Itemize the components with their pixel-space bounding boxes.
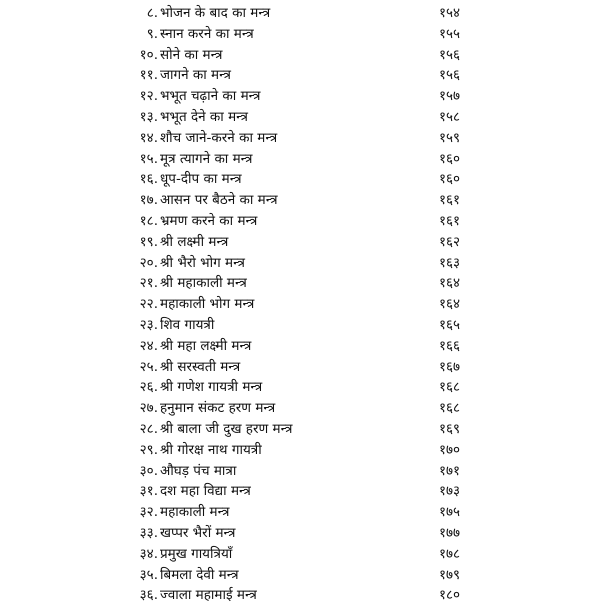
- entry-page-number: १८०: [438, 587, 460, 604]
- entry-number: ९.: [146, 25, 158, 42]
- entry-number: २८.: [139, 420, 158, 437]
- entry-number: २६.: [139, 379, 158, 396]
- entry-page-number: १६८: [438, 400, 460, 417]
- entry-number: ३१.: [139, 483, 158, 500]
- entry-page-number: १६०: [438, 150, 460, 167]
- entry-title: भोजन के बाद का मन्त्र: [160, 5, 271, 21]
- entry-page-number: १६२: [438, 233, 460, 250]
- toc-row: [0, 357, 600, 378]
- entry-title: बिमला देवी मन्त्र: [160, 566, 239, 583]
- toc-row: [0, 440, 600, 461]
- entry-number: १६.: [139, 171, 158, 188]
- toc-row: [0, 253, 600, 274]
- entry-number: ११.: [139, 67, 158, 84]
- toc-row: [0, 86, 600, 107]
- entry-number: ३३.: [139, 524, 158, 541]
- entry-number: ८.: [146, 5, 158, 21]
- entry-page-number: १६९: [438, 420, 460, 437]
- entry-title: महाकाली भोग मन्त्र: [160, 296, 255, 313]
- entry-title: प्रमुख गायत्रियाँ: [160, 545, 233, 562]
- entry-number: १५.: [139, 150, 158, 167]
- entry-page-number: १७५: [438, 504, 460, 521]
- entry-page-number: १७१: [438, 462, 460, 479]
- entry-number: १९.: [139, 233, 158, 250]
- toc-row: [0, 502, 600, 523]
- entry-title: जागने का मन्त्र: [160, 67, 231, 84]
- entry-title: भ्रमण करने का मन्त्र: [160, 212, 258, 229]
- toc-row: [0, 107, 600, 128]
- entry-title: धूप-दीप का मन्त्र: [160, 171, 242, 188]
- toc-row: [0, 585, 600, 606]
- entry-number: २७.: [139, 400, 158, 417]
- entry-title: महाकाली मन्त्र: [160, 504, 230, 521]
- entry-title: खप्पर भैरों मन्त्र: [160, 524, 236, 541]
- entry-title: श्री महा लक्ष्मी मन्त्र: [160, 337, 252, 354]
- toc-row: [0, 294, 600, 315]
- entry-number: २५.: [139, 358, 158, 375]
- toc-row: [0, 461, 600, 482]
- entry-number: १२.: [139, 88, 158, 105]
- entry-title: श्री सरस्वती मन्त्र: [160, 358, 241, 375]
- toc-row: [0, 273, 600, 294]
- toc-row: [0, 65, 600, 86]
- entry-number: १३.: [139, 108, 158, 125]
- entry-page-number: १५६: [438, 46, 460, 63]
- entry-number: ३५.: [139, 566, 158, 583]
- entry-number: २२.: [139, 296, 158, 313]
- entry-page-number: १५४: [438, 5, 460, 21]
- entry-number: १७.: [139, 192, 158, 209]
- toc-row: [0, 45, 600, 66]
- entry-title: स्नान करने का मन्त्र: [160, 25, 254, 42]
- toc-row: [0, 169, 600, 190]
- entry-page-number: १७८: [438, 545, 460, 562]
- entry-page-number: १६१: [438, 212, 460, 229]
- entry-title: शौच जाने-करने का मन्त्र: [160, 129, 278, 146]
- entry-title: शिव गायत्री: [160, 316, 215, 333]
- entry-title: दश महा विद्या मन्त्र: [160, 483, 251, 500]
- entry-number: ३४.: [139, 545, 158, 562]
- entry-page-number: १७०: [438, 441, 460, 458]
- entry-title: आसन पर बैठने का मन्त्र: [160, 192, 278, 209]
- entry-number: ३६.: [139, 587, 158, 604]
- entry-title: श्री लक्ष्मी मन्त्र: [160, 233, 229, 250]
- entry-page-number: १६७: [438, 358, 460, 375]
- entry-title: श्री महाकाली मन्त्र: [160, 275, 247, 292]
- entry-page-number: १६५: [438, 316, 460, 333]
- entry-title: श्री बाला जी दुख हरण मन्त्र: [160, 420, 293, 437]
- entry-page-number: १६६: [438, 337, 460, 354]
- entry-page-number: १५९: [438, 129, 460, 146]
- entry-page-number: १५७: [438, 88, 460, 105]
- entry-number: २१.: [139, 275, 158, 292]
- entry-page-number: १६३: [438, 254, 460, 271]
- toc-row: [0, 315, 600, 336]
- entry-page-number: १७७: [438, 524, 460, 541]
- entry-number: २४.: [139, 337, 158, 354]
- entry-title: औघड़ पंच मात्रा: [160, 462, 237, 479]
- toc-row: [0, 128, 600, 149]
- toc-row: [0, 149, 600, 170]
- entry-page-number: १५६: [438, 67, 460, 84]
- toc-row: [0, 3, 600, 24]
- entry-title: श्री भैरो भोग मन्त्र: [160, 254, 245, 271]
- toc-row: [0, 565, 600, 586]
- toc-row: [0, 232, 600, 253]
- entry-page-number: १६४: [438, 296, 460, 313]
- entry-page-number: १७९: [438, 566, 460, 583]
- entry-title: भभूत देने का मन्त्र: [160, 108, 248, 125]
- toc-row: [0, 544, 600, 565]
- toc-row: [0, 523, 600, 544]
- toc-row: [0, 377, 600, 398]
- entry-number: ३२.: [139, 504, 158, 521]
- toc-row: [0, 190, 600, 211]
- entry-title: श्री गोरक्ष नाथ गायत्री: [160, 441, 262, 458]
- entry-page-number: १५५: [438, 25, 460, 42]
- toc-row: [0, 24, 600, 45]
- entry-page-number: १७३: [438, 483, 460, 500]
- toc-row: [0, 336, 600, 357]
- entry-title: सोने का मन्त्र: [160, 46, 223, 63]
- entry-title: मूत्र त्यागने का मन्त्र: [160, 150, 253, 167]
- entry-number: २३.: [139, 316, 158, 333]
- entry-number: १४.: [139, 129, 158, 146]
- entry-page-number: १६४: [438, 275, 460, 292]
- entry-page-number: १५८: [438, 108, 460, 125]
- entry-number: १०.: [139, 46, 158, 63]
- entry-page-number: १६१: [438, 192, 460, 209]
- toc-row: [0, 211, 600, 232]
- entry-number: २९.: [139, 441, 158, 458]
- entry-title: श्री गणेश गायत्री मन्त्र: [160, 379, 263, 396]
- toc-row: [0, 481, 600, 502]
- toc-row: [0, 398, 600, 419]
- entry-title: ज्वाला महामाई मन्त्र: [160, 587, 257, 604]
- entry-number: २०.: [139, 254, 158, 271]
- entry-number: ३०.: [139, 462, 158, 479]
- entry-title: भभूत चढ़ाने का मन्त्र: [160, 88, 261, 105]
- entry-title: हनुमान संकट हरण मन्त्र: [160, 400, 276, 417]
- entry-number: १८.: [139, 212, 158, 229]
- table-of-contents: [0, 3, 600, 606]
- entry-page-number: १६८: [438, 379, 460, 396]
- entry-page-number: १६०: [438, 171, 460, 188]
- toc-row: [0, 419, 600, 440]
